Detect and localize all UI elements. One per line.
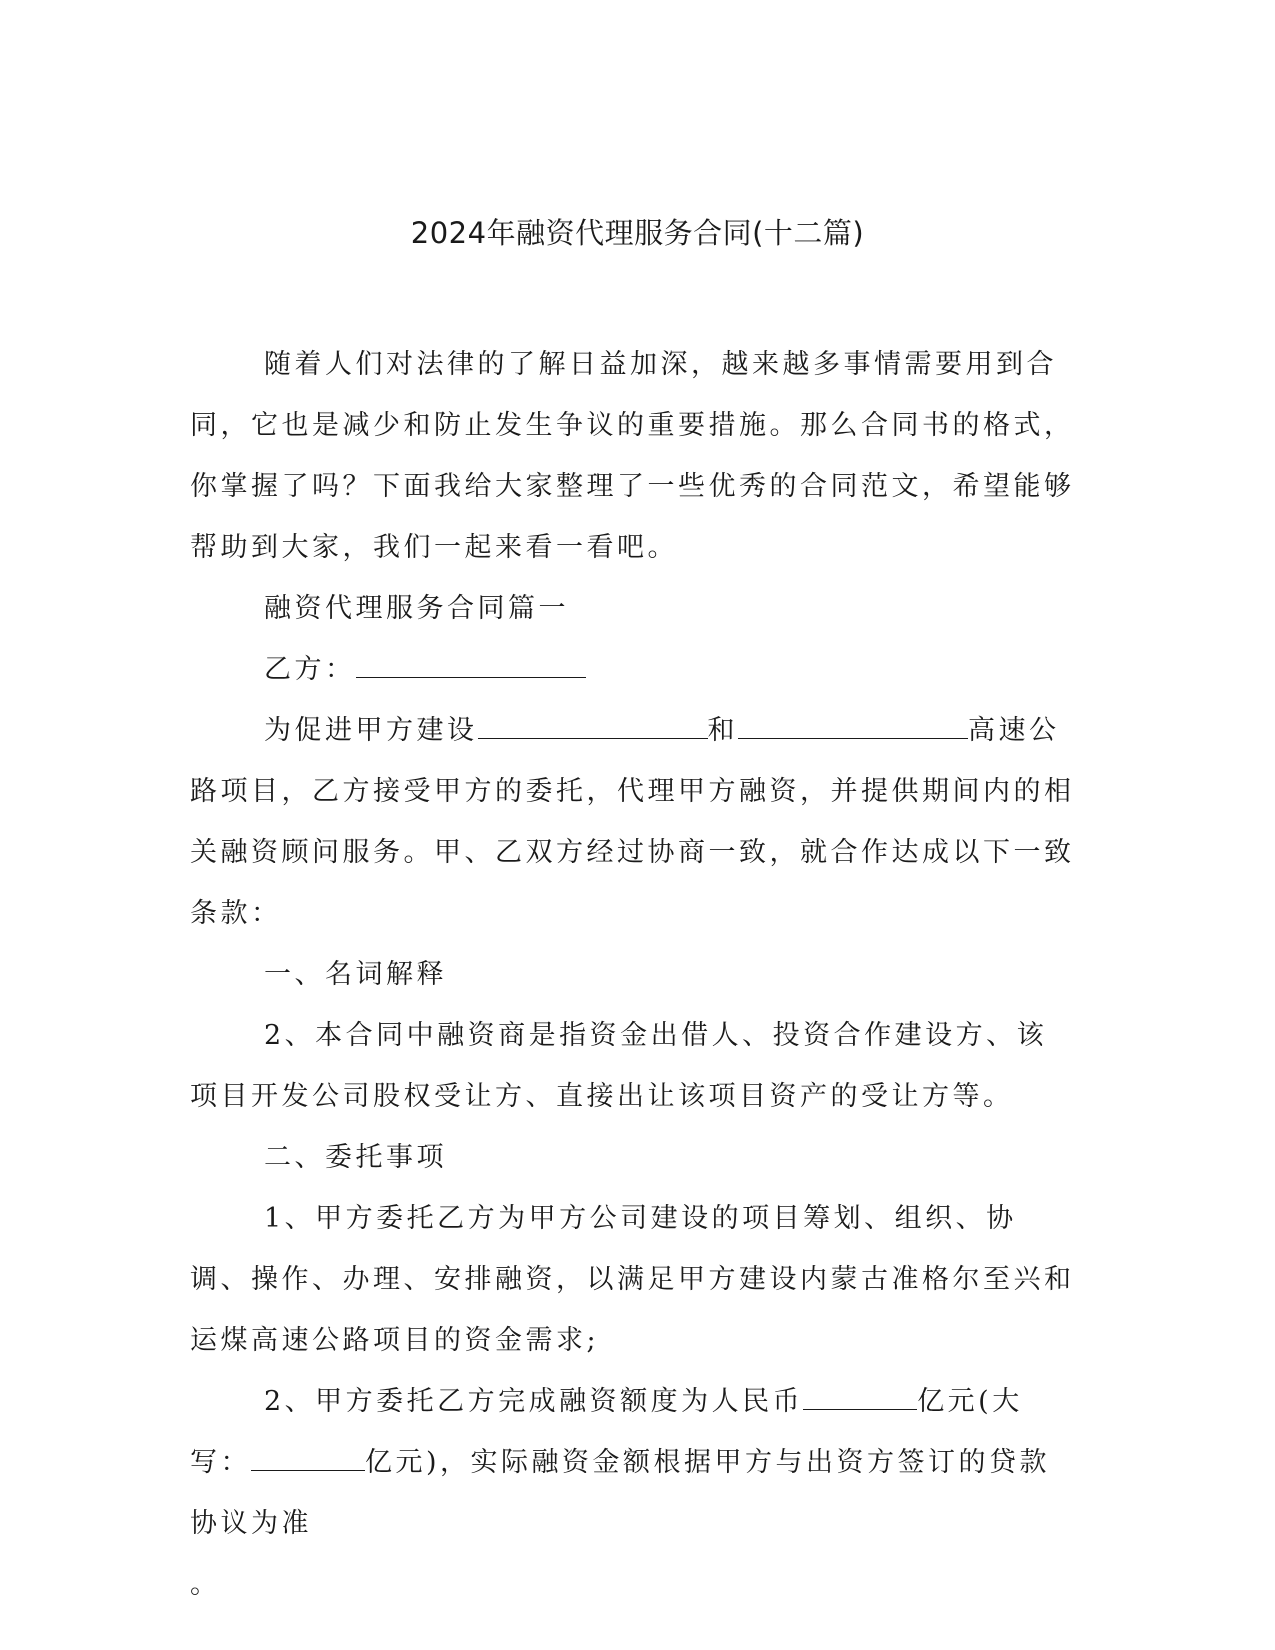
document-title: 2024年融资代理服务合同(十二篇) — [410, 216, 865, 250]
amount-mid: 亿元(大写： — [190, 1386, 1023, 1478]
party-b-line — [190, 639, 1075, 700]
purpose-and: 和 — [707, 715, 738, 746]
amount-end-mark: 。 — [190, 1569, 221, 1600]
amount-words-blank — [251, 1448, 365, 1471]
clause-2-item-2 — [190, 1371, 1075, 1554]
party-b-blank — [356, 655, 586, 678]
amount-prefix: 2、甲方委托乙方完成融资额度为人民币 — [264, 1386, 804, 1417]
amount-figure-blank — [803, 1387, 917, 1410]
clause-2-heading: 二、委托事项 — [264, 1142, 447, 1173]
section-heading: 融资代理服务合同篇一 — [264, 593, 569, 624]
document-body — [190, 334, 1075, 1615]
intro-paragraph: 随着人们对法律的了解日益加深，越来越多事情需要用到合同，它也是减少和防止发生争议的重要措施。那么合同书的格式，你掌握了吗？下面我给大家整理了一些优秀的合同范文，希望能够帮助到大家，我们一起来看一看吧。 — [190, 349, 1075, 563]
clause-1-heading: 一、名词解释 — [264, 959, 447, 990]
purpose-suffix: 高速公路项目，乙方接受甲方的委托，代理甲方融资，并提供期间内的相关融资顾问服务。甲、乙双方经过协商一致，就合作达成以下一致条款： — [190, 715, 1075, 929]
clause-1-item-2: 2、本合同中融资商是指资金出借人、投资合作建设方、该项目开发公司股权受让方、直接出让该项目资产的受让方等。 — [190, 1020, 1048, 1112]
purpose-paragraph — [190, 700, 1075, 944]
project-blank-1 — [478, 716, 708, 739]
purpose-prefix: 为促进甲方建设 — [264, 715, 478, 746]
clause-2-item-1: 1、甲方委托乙方为甲方公司建设的项目筹划、组织、协调、操作、办理、安排融资，以满足甲方建设内蒙古准格尔至兴和运煤高速公路项目的资金需求; — [190, 1203, 1075, 1356]
party-b-label: 乙方： — [264, 654, 356, 685]
project-blank-2 — [738, 716, 968, 739]
amount-suffix: 亿元)，实际融资金额根据甲方与出资方签订的贷款协议为准 — [190, 1447, 1051, 1539]
